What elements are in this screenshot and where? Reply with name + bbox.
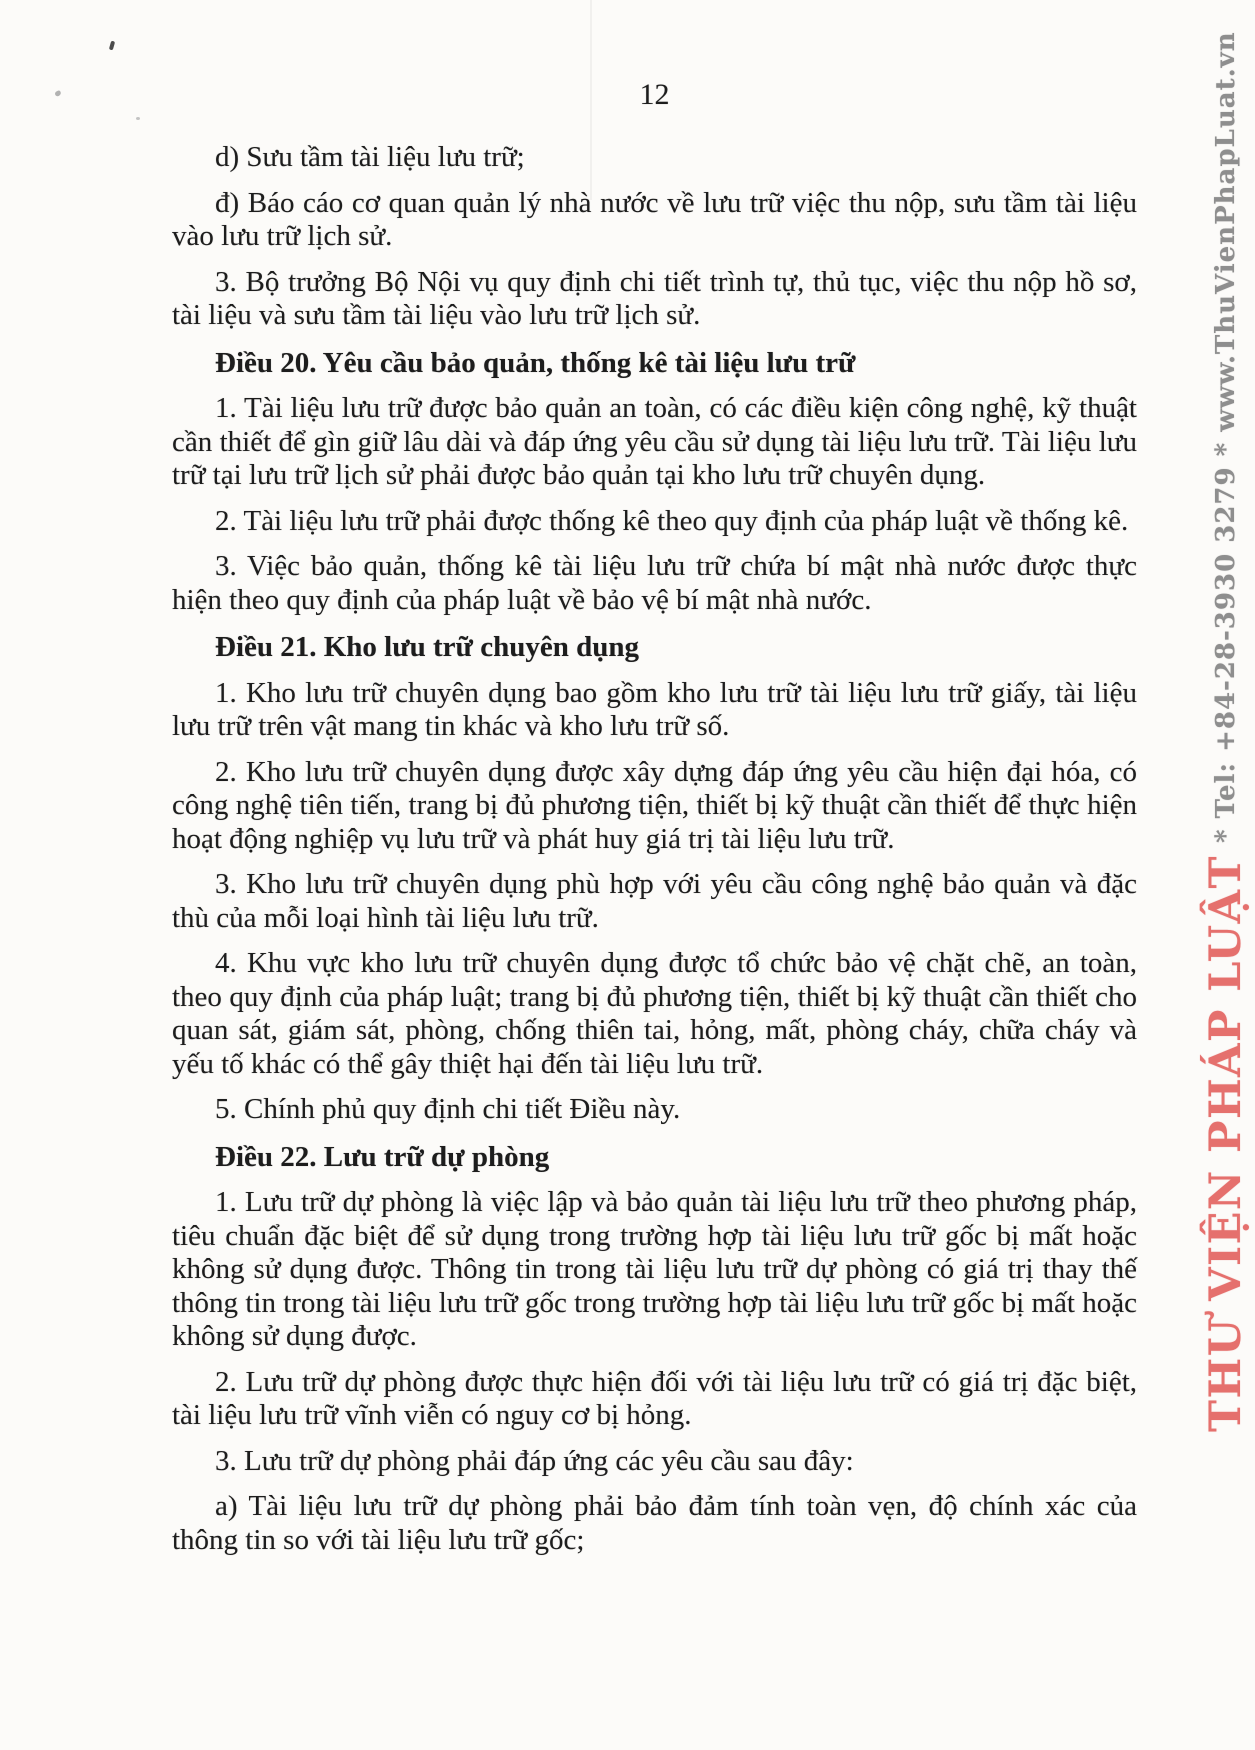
watermark-brand-text: THƯ VIỆN PHÁP LUẬT [1201, 855, 1251, 1432]
paragraph: 5. Chính phủ quy định chi tiết Điều này. [215, 1093, 681, 1125]
paragraph: d) Sưu tầm tài liệu lưu trữ; [215, 141, 525, 173]
paragraph: đ) Báo cáo cơ quan quản lý nhà nước về lưu trữ việc thu nộp, sưu tầm tài liệu vào lưu trữ lịch sử. [172, 186, 1137, 252]
paragraph: 2. Lưu trữ dự phòng được thực hiện đối với tài liệu lưu trữ có giá trị đặc biệt, tài liệu lưu trữ vĩnh viễn có nguy cơ bị hỏng. [172, 1365, 1137, 1431]
paragraph: 3. Lưu trữ dự phòng phải đáp ứng các yêu cầu sau đây: [215, 1444, 854, 1477]
page-number: 12 [639, 78, 670, 111]
paragraph: 1. Lưu trữ dự phòng là việc lập và bảo quản tài liệu lưu trữ theo phương pháp, tiêu chuẩn đặc biệt để sử dụng trong trường hợp tài liệu lưu trữ gốc bị mất hoặc không sử dụng được. Thông tin trong tài liệu lưu trữ dự phòng có giá trị thay thế thông tin trong tài liệu lưu trữ gốc trong trường hợp tài liệu lưu trữ gốc bị mất hoặc không sử dụng được. [172, 1186, 1137, 1352]
article-heading: Điều 22. Lưu trữ dự phòng [215, 1140, 550, 1173]
scan-speck [109, 41, 115, 51]
article-heading: Điều 21. Kho lưu trữ chuyên dụng [215, 631, 639, 663]
article-heading: Điều 20. Yêu cầu bảo quản, thống kê tài liệu lưu trữ [215, 346, 856, 379]
scan-speck [54, 90, 62, 97]
paragraph: a) Tài liệu lưu trữ dự phòng phải bảo đảm tính toàn vẹn, độ chính xác của thông tin so với tài liệu lưu trữ gốc; [172, 1490, 1137, 1556]
watermark [1200, 31, 1252, 1432]
scan-speck [136, 117, 140, 120]
paragraph: 3. Việc bảo quản, thống kê tài liệu lưu trữ chứa bí mật nhà nước được thực hiện theo quy định của pháp luật về bảo vệ bí mật nhà nước. [172, 550, 1137, 616]
paragraph: 2. Tài liệu lưu trữ phải được thống kê theo quy định của pháp luật về thống kê. [215, 504, 1129, 537]
watermark-contact-text: * Tel: +84-28-3930 3279 * www.ThuVienPhapLuat.vn [1211, 31, 1241, 843]
paragraph: 2. Kho lưu trữ chuyên dụng được xây dựng đáp ứng yêu cầu hiện đại hóa, có công nghệ tiên tiến, trang bị đủ phương tiện, thiết bị kỹ thuật cần thiết để thực hiện hoạt động nghiệp vụ lưu trữ và phát huy giá trị tài liệu lưu trữ. [172, 755, 1137, 855]
paragraph: 1. Tài liệu lưu trữ được bảo quản an toàn, có các điều kiện công nghệ, kỹ thuật cần thiết để gìn giữ lâu dài và đáp ứng yêu cầu sử dụng tài liệu lưu trữ. Tài liệu lưu trữ tại lưu trữ lịch sử phải được bảo quản tại kho lưu trữ chuyên dụng. [172, 392, 1137, 491]
paragraph: 1. Kho lưu trữ chuyên dụng bao gồm kho lưu trữ tài liệu lưu trữ giấy, tài liệu lưu trữ trên vật mang tin khác và kho lưu trữ số. [172, 676, 1137, 742]
paragraph: 3. Bộ trưởng Bộ Nội vụ quy định chi tiết trình tự, thủ tục, việc thu nộp hồ sơ, tài liệu và sưu tầm tài liệu vào lưu trữ lịch sử. [172, 265, 1137, 331]
paragraph: 3. Kho lưu trữ chuyên dụng phù hợp với yêu cầu công nghệ bảo quản và đặc thù của mỗi loại hình tài liệu lưu trữ. [172, 868, 1137, 934]
document-content [172, 141, 1137, 1557]
paragraph: 4. Khu vực kho lưu trữ chuyên dụng được tổ chức bảo vệ chặt chẽ, an toàn, theo quy định của pháp luật; trang bị đủ phương tiện, thiết bị kỹ thuật cần thiết cho quan sát, giám sát, phòng, chống thiên tai, hỏng, mất, phòng cháy, chữa cháy và yếu tố khác có thể gây thiệt hại đến tài liệu lưu trữ. [172, 947, 1137, 1080]
